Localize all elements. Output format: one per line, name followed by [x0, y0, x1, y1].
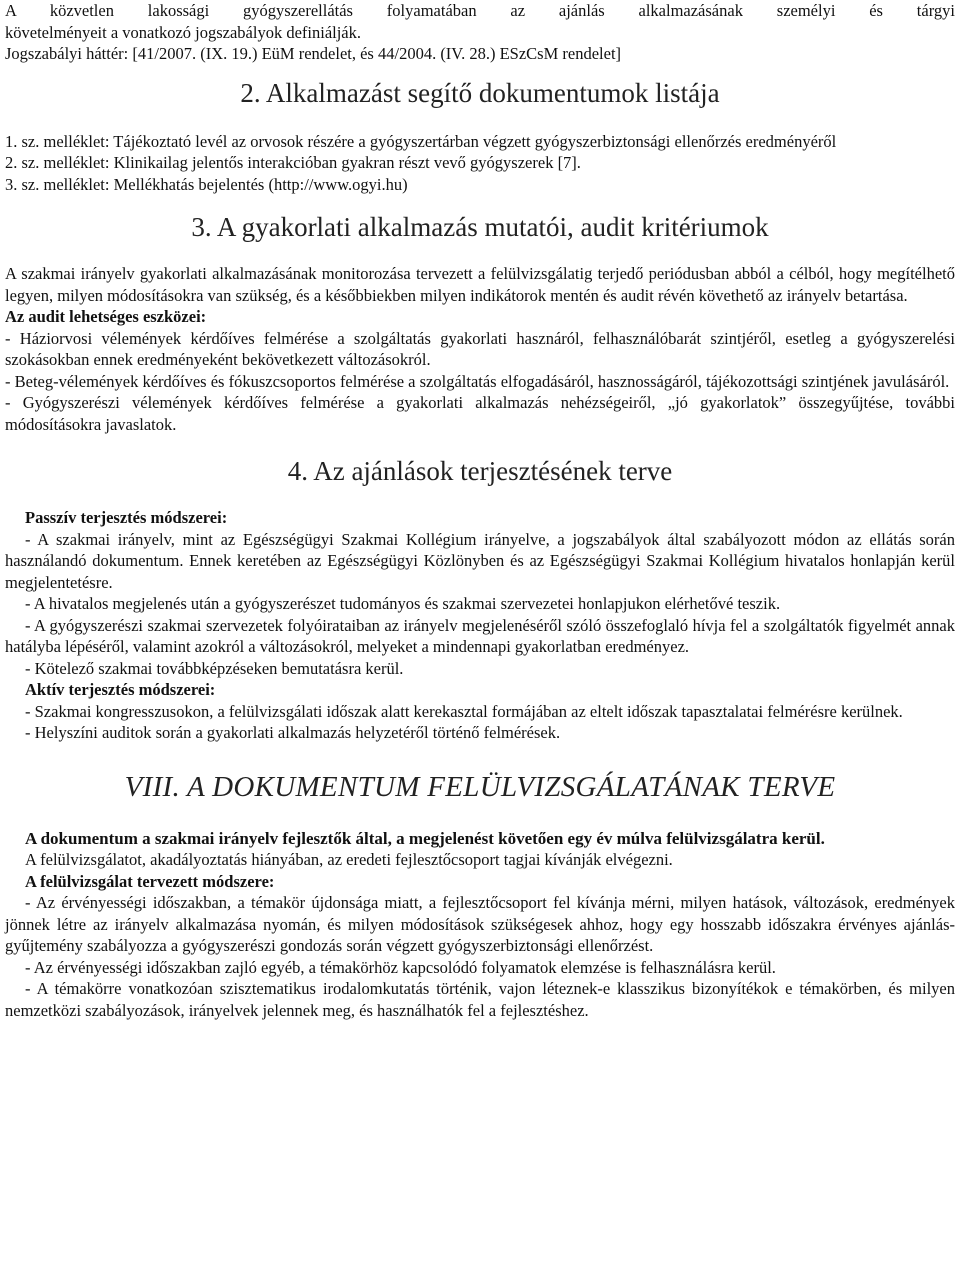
section-3-intro: A szakmai irányelv gyakorlati alkalmazásának monitorozása tervezett a felülvizsgálatig terjedő periódusban abból a célból, hogy megítélhető legyen, milyen módosításokra van szükség, és a későbbiekben milyen indikátorok mentén és audit révén követhető az irányelv betartása.	[5, 264, 955, 305]
appendix-item-1: 1. sz. melléklet: Tájékoztató levél az orvosok részére a gyógyszertárban végzett gyógyszerbiztonsági ellenőrzés eredményéről	[5, 131, 837, 151]
active-methods-label: Aktív terjesztés módszerei:	[25, 680, 216, 699]
intro-line-2: követelményeit a vonatkozó jogszabályok definiálják.	[5, 22, 362, 42]
review-method-3: - A témakörre vonatkozóan szisztematikus irodalomkutatás történik, vajon léteznek-e klasszikus bizonyítékok e témakörben, és milyen nemzetközi szabályozások, irányelvek jelennek meg, és használhatók fel a fejlesztéshez.	[5, 979, 955, 1020]
review-method-2: - Az érvényességi időszakban zajló egyéb, a témakörhöz kapcsolódó folyamatok elemzése is felhasználásra kerül.	[25, 957, 776, 977]
section-8-heading: VIII. A DOKUMENTUM FELÜLVIZSGÁLATÁNAK TERVE	[124, 770, 836, 803]
active-method-2: - Helyszíni auditok során a gyakorlati alkalmazás helyzetéről történő felmérések.	[25, 723, 561, 742]
audit-tool-1: - Háziorvosi vélemények kérdőíves felmérése a szolgáltatás gyakorlati hasznáról, felhasználóbarát szintjéről, esetleg a gyógyszerelési szokásokban ennek eredményeként bekövetkezett változásokról.	[5, 328, 955, 369]
review-statement: A dokumentum a szakmai irányelv fejlesztők által, a megjelenést követően egy év múlva felülvizsgálatra kerül.	[25, 828, 825, 848]
audit-tool-3: - Gyógyszerészi vélemények kérdőíves felmérése a gyakorlati alkalmazás nehézségeiről, „jó gyakorlatok” összegyűjtése, további módosításokra javaslatok.	[5, 393, 955, 434]
appendix-list	[5, 131, 955, 196]
audit-tools-label: Az audit lehetséges eszközei:	[5, 307, 207, 326]
appendix-item-3: 3. sz. melléklet: Mellékhatás bejelentés (http://www.ogyi.hu)	[5, 174, 408, 194]
passive-method-4: - Kötelező szakmai továbbképzéseken bemutatásra kerül.	[25, 658, 404, 678]
intro-block	[5, 0, 955, 65]
section-3-heading: 3. A gyakorlati alkalmazás mutatói, audit kritériumok	[191, 212, 769, 242]
review-note: A felülvizsgálatot, akadályoztatás hiányában, az eredeti fejlesztőcsoport tagjai kívánják elvégezni.	[25, 850, 673, 869]
section-4-heading: 4. Az ajánlások terjesztésének terve	[287, 456, 673, 486]
passive-methods-label: Passzív terjesztés módszerei:	[25, 508, 228, 527]
section-2-heading: 2. Alkalmazást segítő dokumentumok listája	[240, 77, 720, 108]
passive-method-3: - A gyógyszerészi szakmai szervezetek folyóirataiban az irányelv megjelenéséről szóló összefoglaló hívja fel a szolgáltatók figyelmét annak hatályba lépéséről, valamint azokról a változásokról, melyeket a mindennapi gyakorlatban eredményez.	[5, 615, 955, 656]
intro-legal-background: Jogszabályi háttér: [41/2007. (IX. 19.) EüM rendelet, és 44/2004. (IV. 28.) ESzCsM rendelet]	[5, 44, 622, 63]
review-methods-label: A felülvizsgálat tervezett módszere:	[25, 871, 275, 891]
passive-method-2: - A hivatalos megjelenés után a gyógyszerészet tudományos és szakmai szervezetei honlapjukon elérhetővé teszik.	[25, 594, 781, 613]
intro-line-1: A közvetlen lakossági gyógyszerellátás folyamatában az ajánlás alkalmazásának személyi és tárgyi	[5, 1, 955, 20]
active-method-1: - Szakmai kongresszusokon, a felülvizsgálati időszak alatt kerekasztal formájában az eltelt időszak tapasztalatai felmérésre kerülnek.	[25, 701, 903, 721]
passive-method-1: - A szakmai irányelv, mint az Egészségügyi Szakmai Kollégium irányelve, a jogszabályok által szabályozott módon az ellátás során használandó dokumentum. Ennek keretében az Egészségügyi Közlönyben és az Egészségügyi Szakmai Kollégium hivatalos honlapján kerül megjelentetésre.	[5, 529, 955, 592]
audit-tool-2: - Beteg-vélemények kérdőíves és fókuszcsoportos felmérése a szolgáltatás elfogadásáról, hasznosságáról, tájékozottsági szintjének javulásáról.	[5, 371, 950, 391]
appendix-item-2: 2. sz. melléklet: Klinikailag jelentős interakcióban gyakran részt vevő gyógyszerek [7].	[5, 153, 581, 172]
review-method-1: - Az érvényességi időszakban, a témakör újdonsága miatt, a fejlesztőcsoport fel kívánja mérni, milyen hatások, változások, eredmények jönnek létre az irányelv alkalmazása nyomán, és milyen módosítások szükségesek ahhoz, hogy egy hosszabb időszakra érvényes ajánlás-gyűjtemény szabályozza a gyógyszerészi gondozás során végzett gyógyszerbiztonsági ellenőrzést.	[5, 893, 955, 955]
